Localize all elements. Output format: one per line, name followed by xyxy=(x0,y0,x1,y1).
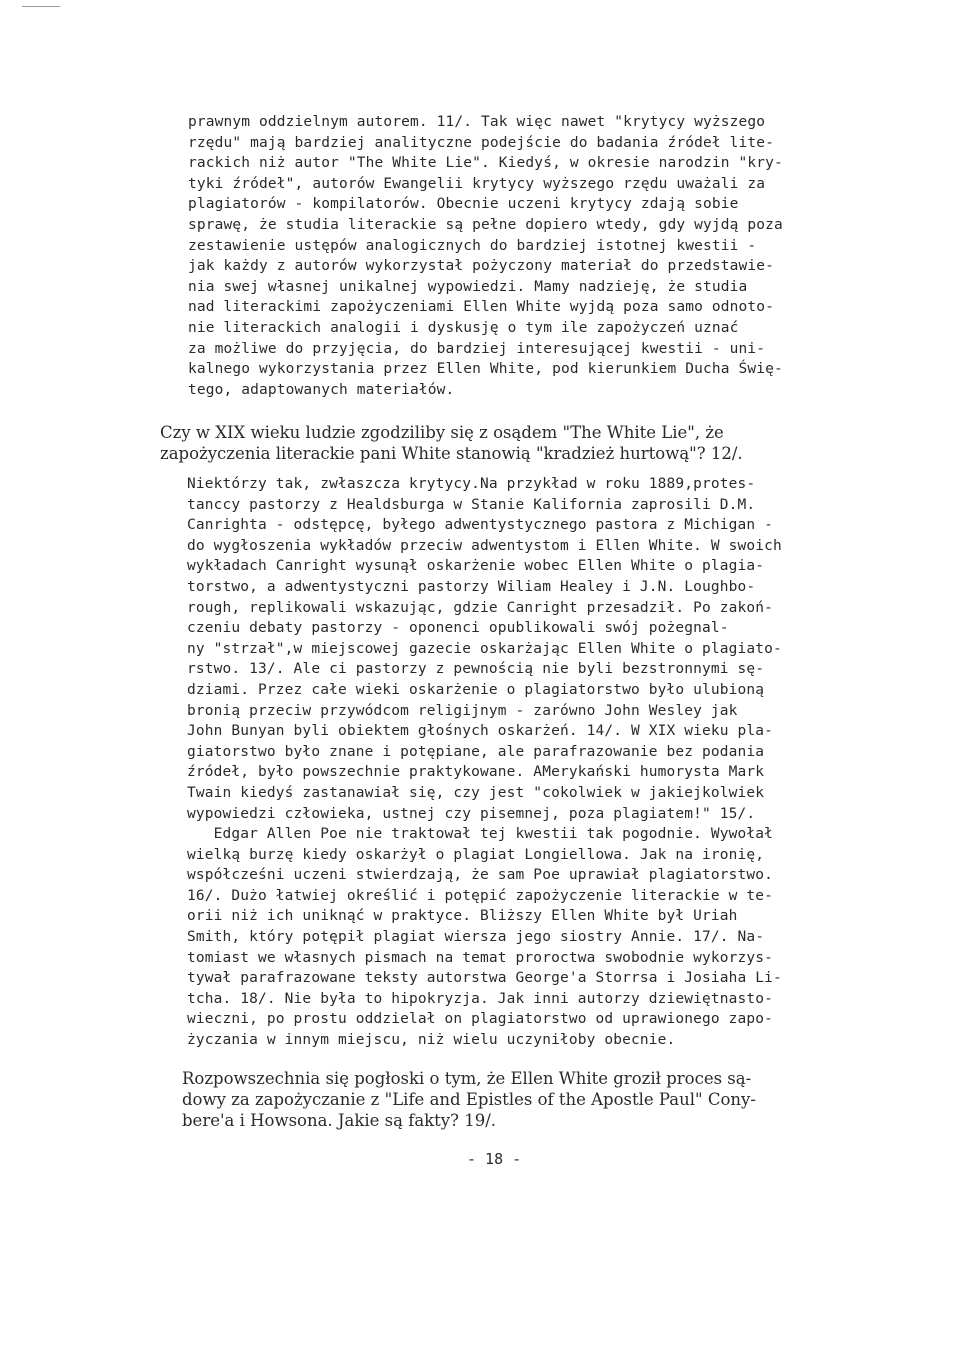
text-line: wieczni, po prostu oddzielał on plagiatorstwo od uprawionego zapo- xyxy=(187,1011,774,1028)
paragraph-plagiarism-criticism xyxy=(188,112,783,400)
text-line: plagiatorów - kompilatorów. Obecnie uczeni krytycy zdają sobie xyxy=(188,196,739,213)
paragraph-canright-history xyxy=(187,474,782,1051)
text-line: 16/. Dużo łatwiej określić i potępić zapożyczenie literackie w te- xyxy=(187,887,774,904)
text-line: czeniu debaty pastorzy - oponenci opublikowali swój pożegnal- xyxy=(187,620,729,637)
text-line: nie literackich analogii i dyskusję o tym ile zapożyczeń uznać xyxy=(188,319,739,336)
text-line: tyki źródeł", autorów Ewangelii krytycy wyższego rzędu uważali za xyxy=(188,175,766,192)
text-line: za możliwe do przyjęcia, do bardziej interesującej kwestii - uni- xyxy=(188,340,766,357)
text-line: rough, replikowali wskazując, gdzie Canright przesadził. Po zakoń- xyxy=(187,599,774,616)
question-heading-19th-century xyxy=(160,422,743,464)
text-line: tomiast we własnych pismach na temat proroctwa swobodnie wykorzys- xyxy=(187,949,774,966)
text-line: tego, adaptowanych materiałów. xyxy=(188,381,455,398)
text-line: współcześni uczeni stwierdzają, że sam Poe uprawiał plagiatorstwo. xyxy=(187,867,774,884)
text-line: do wygłoszenia wykładów przeciw adwentystom i Ellen White. W swoich xyxy=(187,537,782,554)
text-line: rzędu" mają bardziej analityczne podejście do badania źródeł lite- xyxy=(188,134,775,151)
text-line: tywał parafrazowane teksty autorstwa George'a Storrsa i Josiaha Li- xyxy=(187,970,782,987)
text-line: tcha. 18/. Nie była to hipokryzja. Jak inni autorzy dziewiętnasto- xyxy=(187,990,774,1007)
text-line: bere'a i Howsona. Jakie są fakty? 19/. xyxy=(182,1111,496,1130)
text-line: Rozpowszechnia się pogłoski o tym, że Ellen White groził proces są- xyxy=(182,1069,752,1088)
text-line: wielką burzę kiedy oskarżył o plagiat Longiellowa. Jak na ironię, xyxy=(187,846,765,863)
page-number: - 18 - xyxy=(467,1150,522,1168)
text-line: zapożyczenia literackie pani White stanowią "kradzież hurtową"? 12/. xyxy=(160,444,743,463)
text-line: Czy w XIX wieku ludzie zgodziliby się z osądem "The White Lie", że xyxy=(160,423,724,442)
text-line: dziami. Przez całe wieki oskarżenie o plagiatorstwo było ulubioną xyxy=(187,681,765,698)
text-line: nia swej własnej unikalnej wypowiedzi. Mamy nadzieję, że studia xyxy=(188,278,748,295)
text-line: jak każdy z autorów wykorzystał pożyczony materiał do przedstawie- xyxy=(188,258,775,275)
text-line: rstwo. 13/. Ale ci pastorzy z pewnością nie byli bezstronnymi sę- xyxy=(187,661,765,678)
text-line: ny "strzał",w miejscowej gazecie oskarżając Ellen White o plagiato- xyxy=(187,640,782,657)
question-heading-conybeare-howson xyxy=(182,1068,756,1131)
text-line: sprawę, że studia literackie są pełne dopiero wtedy, gdy wyjdą poza xyxy=(188,216,783,233)
text-line: zestawienie ustępów analogicznych do bardziej istotnej kwestii - xyxy=(188,237,757,254)
text-line: kalnego wykorzystania przez Ellen White, pod kierunkiem Ducha Świę- xyxy=(188,361,783,378)
text-line: tanccy pastorzy z Healdsburga w Stanie Kalifornia zaprosili D.M. xyxy=(187,496,756,513)
text-line: wypowiedzi człowieka, ustnej czy pisemnej, poza plagiatem!" 15/. xyxy=(187,805,756,822)
text-line: torstwo, a adwentystyczni pastorzy Wiliam Healey i J.N. Loughbo- xyxy=(187,578,756,595)
text-line: John Bunyan byli obiektem głośnych oskarżeń. 14/. W XIX wieku pla- xyxy=(187,723,774,740)
text-line: Twain kiedyś zastanawiał się, czy jest "cokolwiek w jakiejkolwiek xyxy=(187,784,765,801)
text-line: Canrighta - odstępcę, byłego adwentystycznego pastora z Michigan - xyxy=(187,517,774,534)
scan-edge-mark xyxy=(22,6,60,7)
text-line: rackich niż autor "The White Lie". Kiedyś, w okresie narodzin "kry- xyxy=(188,155,783,172)
text-line: źródeł, było powszechnie praktykowane. AMerykański humorysta Mark xyxy=(187,764,765,781)
text-line: Edgar Allen Poe nie traktował tej kwestii tak pogodnie. Wywołał xyxy=(187,826,774,843)
text-line: nad literackimi zapożyczeniami Ellen White wyjdą poza samo odnoto- xyxy=(188,299,775,316)
text-line: prawnym oddzielnym autorem. 11/. Tak więc nawet "krytycy wyższego xyxy=(188,114,766,130)
text-line: orii niż ich uniknąć w praktyce. Bliższy Ellen White był Uriah xyxy=(187,908,738,925)
text-line: Smith, który potępił plagiat wiersza jego siostry Annie. 17/. Na- xyxy=(187,929,765,946)
text-line: giatorstwo było znane i potępiane, ale parafrazowanie bez podania xyxy=(187,743,765,760)
text-line: bronią przeciw przywódcom religijnym - zarówno John Wesley jak xyxy=(187,702,738,719)
text-line: Niektórzy tak, zwłaszcza krytycy.Na przykład w roku 1889,protes- xyxy=(187,476,756,492)
text-line: życzania w innym miejscu, niż wielu uczyniłoby obecnie. xyxy=(187,1032,676,1049)
text-line: wykładach Canright wysunął oskarżenie wobec Ellen White o plagia- xyxy=(187,558,765,575)
text-line: dowy za zapożyczanie z "Life and Epistles of the Apostle Paul" Cony- xyxy=(182,1090,756,1109)
